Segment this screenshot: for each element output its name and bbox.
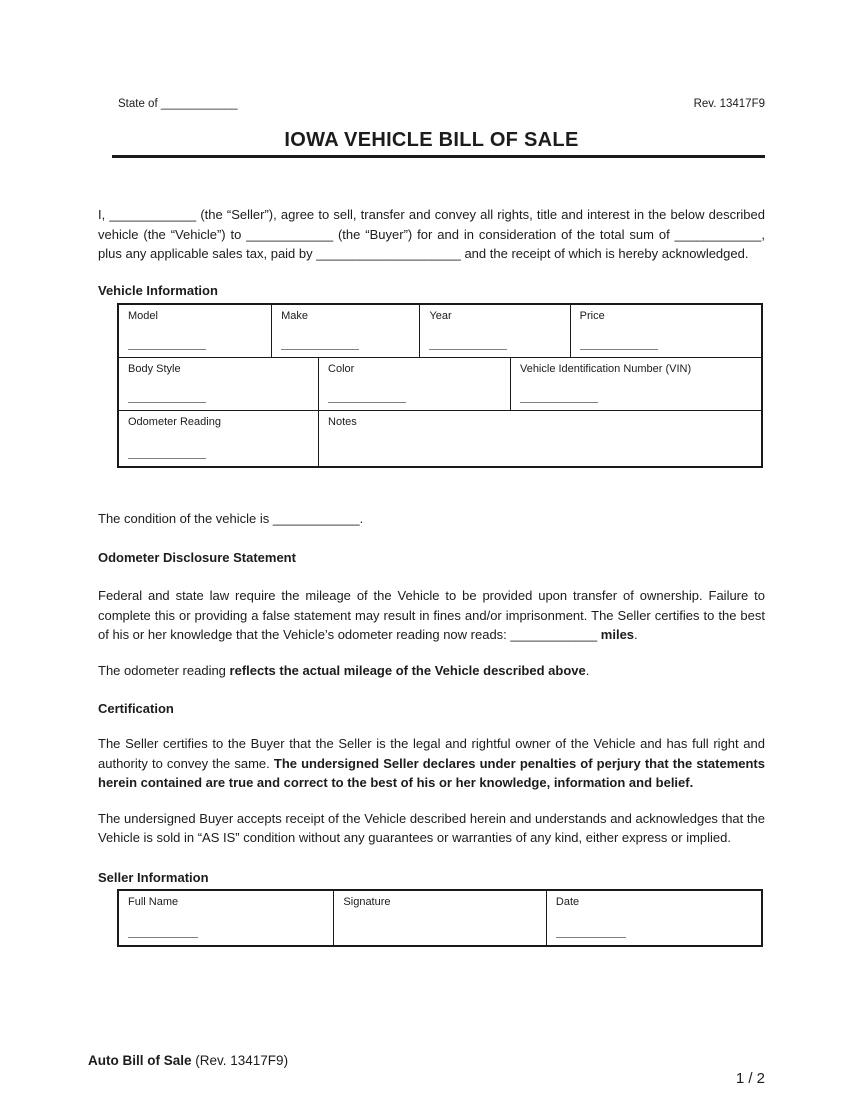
date-blank-line: [556, 937, 626, 938]
full-name-blank-line: [128, 937, 198, 938]
certification-buyer-paragraph: The undersigned Buyer accepts receipt of the Vehicle described herein and understands and acknowledges that the Vehicle is sold in “AS IS” condition without any guarantees or warranties of any kind, either express or implied.: [98, 810, 765, 845]
page-content: [0, 97, 862, 947]
make-cell: [271, 305, 419, 357]
notes-label: Notes: [328, 415, 357, 428]
vin-blank-line: [520, 402, 598, 403]
date-label: Date: [555, 895, 580, 908]
odometer-disclosure-heading: Odometer Disclosure Statement: [98, 550, 296, 565]
body-style-cell: [119, 358, 318, 410]
table-row: [119, 891, 761, 945]
odometer-reading-line: The odometer reading reflects the actual mileage of the Vehicle described above.: [98, 662, 590, 678]
odometer-reading-blank-line: [128, 458, 206, 459]
model-label: Model: [128, 309, 158, 322]
full-name-cell: [119, 891, 333, 945]
seller-information-table: [117, 889, 763, 947]
vehicle-information-table: [117, 303, 763, 468]
revision-label: Rev. 13417F9: [693, 98, 765, 110]
make-label: Make: [281, 309, 309, 322]
color-cell: [318, 358, 510, 410]
signature-cell: [333, 891, 546, 945]
date-cell: [546, 891, 761, 945]
vehicle-information-heading: Vehicle Information: [98, 282, 218, 298]
condition-line: The condition of the vehicle is ____________.: [98, 510, 364, 526]
price-cell: [570, 305, 761, 357]
odometer-reading-cell: [119, 411, 318, 466]
signature-label: Signature: [343, 895, 391, 908]
page-header: [98, 97, 765, 111]
certification-seller-paragraph: The Seller certifies to the Buyer that the Seller is the legal and rightful owner of the Vehicle and has full right and authority to convey the same. The undersigned Seller declares under penalties of perjury that the statements herein contained are true and correct to the best of his or her knowledge, information and belief.: [98, 736, 765, 790]
make-blank-line: [281, 349, 359, 350]
color-blank-line: [328, 402, 406, 403]
table-row: [119, 357, 761, 410]
table-row: [119, 410, 761, 466]
body-style-blank-line: [128, 402, 206, 403]
notes-cell: [318, 411, 761, 466]
price-blank-line: [580, 349, 658, 350]
year-cell: [419, 305, 569, 357]
model-cell: [119, 305, 271, 357]
odometer-disclosure-paragraph: Federal and state law require the mileage of the Vehicle to be provided upon transfer of ownership. Failure to complete this or providing a false statement may result in fines and/or imprisonment. The Seller certifies to the best of his or her knowledge that the Vehicle’s odometer reading now reads: ____________ miles.: [98, 588, 765, 642]
year-blank-line: [429, 349, 507, 350]
vin-cell: [510, 358, 761, 410]
certification-heading: Certification: [98, 701, 174, 716]
title-rule: [112, 155, 765, 158]
color-label: Color: [328, 362, 355, 375]
full-name-label: Full Name: [128, 895, 179, 908]
table-row: [119, 305, 761, 357]
seller-information-heading: Seller Information: [98, 869, 209, 885]
year-label: Year: [429, 309, 452, 322]
model-blank-line: [128, 349, 206, 350]
page-footer: [88, 1053, 765, 1087]
body-style-label: Body Style: [128, 362, 181, 375]
state-of-field: State of ____________: [118, 98, 238, 110]
price-label: Price: [579, 309, 605, 322]
odometer-reading-label: Odometer Reading: [128, 415, 221, 428]
document-title: IOWA VEHICLE BILL OF SALE: [284, 129, 579, 151]
footer-document-label: Auto Bill of Sale (Rev. 13417F9): [88, 1053, 289, 1068]
vin-label: Vehicle Identification Number (VIN): [519, 362, 692, 375]
intro-paragraph: I, ____________ (the “Seller”), agree to sell, transfer and convey all rights, title and interest in the below described vehicle (the “Vehicle”) to ____________ (the “Buyer”) for and in consideration of the total sum of ____________, plus any applicable sales tax, paid by ____________________ and the receipt of which is hereby acknowledged.: [98, 207, 765, 261]
page-number: 1 / 2: [735, 1070, 765, 1087]
